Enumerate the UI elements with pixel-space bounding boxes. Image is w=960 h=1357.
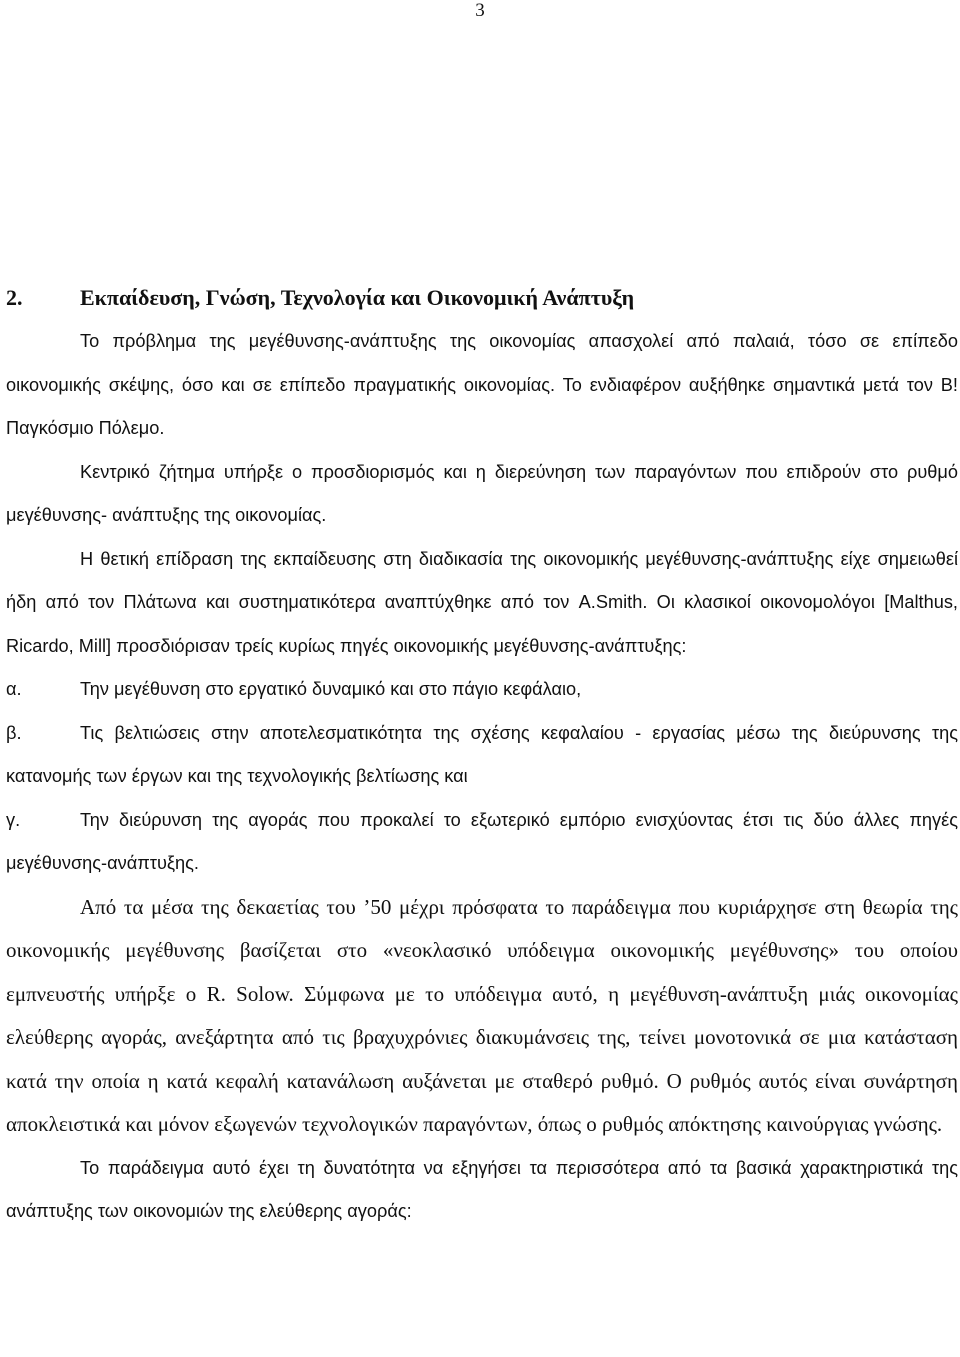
list-item-a	[6, 668, 958, 712]
list-item-text: Την διεύρυνση της αγοράς που προκαλεί το εξωτερικό εμπόριο ενισχύοντας έτσι τις δύο άλλες πηγές μεγέθυνσης-ανάπτυξης.	[6, 809, 958, 873]
paragraph-4: Από τα μέσα της δεκαετίας του ’50 μέχρι πρόσφατα το παράδειγμα που κυριάρχησε στη θεωρία της οικονομικής μεγέθυνσης βασίζεται στο «νεοκλασικό υπόδειγμα οικονομικής μεγέθυνσης» του οποίου εμπνευστής υπήρξε ο R. Solow. Σύμφωνα με το υπόδειγμα αυτό, η μεγέθυνση-ανάπτυξη μιάς οικονομίας ελεύθερης αγοράς, ανεξάρτητα από τις βραχυχρόνιες διακυμάνσεις της, τείνει μονοτονικά σε μια κατάσταση κατά την οποία η κατά κεφαλή κατανάλωση αυξάνεται με σταθερό ρυθμό. Ο ρυθμός αυτός είναι συνάρτηση αποκλειστικά και μόνον εξωγενών τεχνολογικών παραγόντων, όπως ο ρυθμός απόκτησης καινούργιας γνώσης.	[6, 894, 958, 1136]
list-item-text: Τις βελτιώσεις στην αποτελεσματικότητα της σχέσης κεφαλαίου - εργασίας μέσω της διεύρυνσης της κατανομής των έργων και της τεχνολογικής βελτίωσης και	[6, 722, 958, 786]
paragraph-5: Το παράδειγμα αυτό έχει τη δυνατότητα να εξηγήσει τα περισσότερα από τα βασικά χαρακτηριστικά της ανάπτυξης των οικονομιών της ελεύθερης αγοράς:	[6, 1157, 958, 1221]
list-item-c	[6, 799, 958, 886]
list-marker: β.	[6, 722, 22, 743]
section-number: 2.	[6, 285, 23, 310]
list-marker: γ.	[6, 809, 21, 830]
list-item-text: Την μεγέθυνση στο εργατικό δυναμικό και στο πάγιο κεφάλαιο,	[80, 679, 582, 699]
section-title: Εκπαίδευση, Γνώση, Τεχνολογία και Οικονομική Ανάπτυξη	[80, 285, 635, 310]
section-heading	[6, 276, 958, 320]
paragraph-1: Το πρόβλημα της μεγέθυνσης-ανάπτυξης της οικονομίας απασχολεί από παλαιά, τόσο σε επίπεδο οικονομικής σκέψης, όσο και σε επίπεδο πραγματικής οικονομίας. Το ενδιαφέρον αυξήθηκε σημαντικά μετά τον Β! Παγκόσμιο Πόλεμο.	[6, 331, 958, 438]
paragraph-2: Κεντρικό ζήτημα υπήρξε ο προσδιορισμός και η διερεύνηση των παραγόντων που επιδρούν στο ρυθμό μεγέθυνσης- ανάπτυξης της οικονομίας.	[6, 461, 958, 525]
document-body	[6, 276, 958, 1234]
paragraph-3: Η θετική επίδραση της εκπαίδευσης στη διαδικασία της οικονομικής μεγέθυνσης-ανάπτυξης είχε σημειωθεί ήδη από τον Πλάτωνα και συστηματικότερα αναπτύχθηκε από τον A.Smith. Οι κλασικοί οικονομολόγοι [Malthus, Ricardo, Mill] προσδιόρισαν τρείς κυρίως πηγές οικονομικής μεγέθυνσης-ανάπτυξης:	[6, 548, 958, 656]
list-marker: α.	[6, 679, 22, 699]
list-item-b	[6, 712, 958, 799]
page-number: 3	[475, 0, 485, 21]
